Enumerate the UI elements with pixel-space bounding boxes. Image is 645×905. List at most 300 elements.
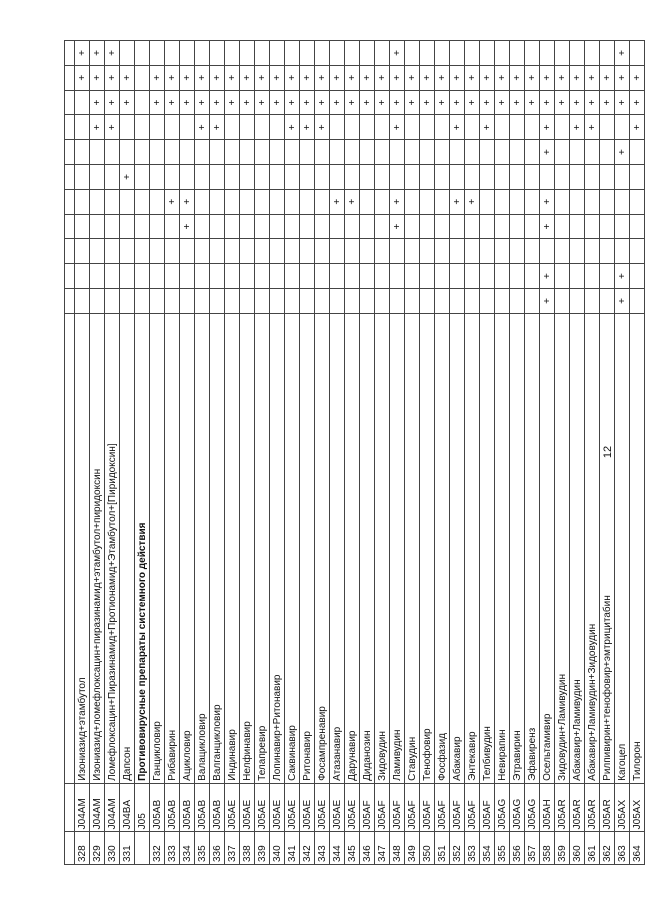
mark-cell	[135, 189, 150, 214]
mark-cell	[360, 289, 375, 314]
mark-cell: +	[570, 115, 585, 140]
table-row	[525, 41, 540, 865]
mark-cell	[615, 214, 630, 239]
mark-cell	[165, 239, 180, 264]
row-number-cell: 331	[120, 832, 135, 865]
drug-name-cell: Атазанавир	[330, 313, 345, 783]
mark-cell	[225, 115, 240, 140]
mark-cell	[255, 140, 270, 165]
mark-cell	[225, 289, 240, 314]
mark-cell	[240, 239, 255, 264]
mark-cell	[360, 165, 375, 190]
mark-cell	[240, 189, 255, 214]
table-row	[420, 41, 435, 865]
mark-cell: +	[405, 65, 420, 90]
mark-cell	[120, 214, 135, 239]
mark-cell: +	[120, 165, 135, 190]
mark-cell	[195, 289, 210, 314]
mark-cell	[375, 115, 390, 140]
mark-cell	[510, 41, 525, 66]
mark-cell	[510, 214, 525, 239]
drug-name-cell: Ритонавир	[300, 313, 315, 783]
mark-cell	[285, 189, 300, 214]
mark-cell	[600, 165, 615, 190]
mark-cell	[105, 239, 120, 264]
atc-code-cell: J05AF	[435, 783, 450, 831]
mark-cell	[285, 264, 300, 289]
drug-name-cell: Фосфазид	[435, 313, 450, 783]
table-row	[150, 41, 165, 865]
table-row	[570, 41, 585, 865]
mark-cell: +	[330, 90, 345, 115]
mark-cell	[570, 140, 585, 165]
mark-cell	[240, 140, 255, 165]
row-number-cell: 328	[75, 832, 90, 865]
mark-cell	[525, 214, 540, 239]
mark-cell	[75, 264, 90, 289]
mark-cell	[495, 289, 510, 314]
mark-cell: +	[585, 90, 600, 115]
atc-code-cell: J05AB	[195, 783, 210, 831]
header-cell	[65, 214, 75, 239]
mark-cell	[90, 289, 105, 314]
drug-name-cell: Этравирин	[510, 313, 525, 783]
mark-cell	[405, 41, 420, 66]
mark-cell	[600, 115, 615, 140]
atc-code-cell: J05AF	[465, 783, 480, 831]
row-number-cell: 338	[240, 832, 255, 865]
row-number-cell: 350	[420, 832, 435, 865]
row-number-cell: 346	[360, 832, 375, 865]
mark-cell	[180, 140, 195, 165]
mark-cell	[450, 214, 465, 239]
drug-name-cell: Осельтамивир	[540, 313, 555, 783]
atc-code-cell: J05AE	[225, 783, 240, 831]
mark-cell: +	[540, 189, 555, 214]
mark-cell	[135, 90, 150, 115]
mark-cell: +	[255, 65, 270, 90]
mark-cell: +	[390, 189, 405, 214]
mark-cell	[150, 239, 165, 264]
mark-cell	[375, 239, 390, 264]
mark-cell	[195, 189, 210, 214]
mark-cell: +	[540, 214, 555, 239]
table-row	[405, 41, 420, 865]
atc-code-cell: J05AR	[585, 783, 600, 831]
mark-cell: +	[540, 115, 555, 140]
mark-cell: +	[540, 289, 555, 314]
mark-cell: +	[285, 115, 300, 140]
atc-code-cell: J05AE	[345, 783, 360, 831]
mark-cell	[405, 115, 420, 140]
drug-name-cell: Дапсон	[120, 313, 135, 783]
mark-cell	[225, 189, 240, 214]
mark-cell	[435, 289, 450, 314]
mark-cell	[135, 41, 150, 66]
mark-cell	[450, 289, 465, 314]
atc-code-cell: J05AF	[450, 783, 465, 831]
header-cell	[65, 140, 75, 165]
drug-name-cell: Валганцикловир	[210, 313, 225, 783]
mark-cell: +	[480, 65, 495, 90]
mark-cell: +	[90, 115, 105, 140]
mark-cell: +	[465, 90, 480, 115]
mark-cell: +	[255, 90, 270, 115]
table-row	[105, 41, 120, 865]
mark-cell	[390, 264, 405, 289]
mark-cell	[120, 264, 135, 289]
mark-cell	[90, 165, 105, 190]
atc-code-cell: J05AB	[150, 783, 165, 831]
mark-cell	[630, 41, 645, 66]
mark-cell	[405, 264, 420, 289]
mark-cell	[210, 41, 225, 66]
table-row	[180, 41, 195, 865]
mark-cell: +	[300, 65, 315, 90]
mark-cell	[285, 41, 300, 66]
mark-cell: +	[165, 90, 180, 115]
mark-cell	[480, 214, 495, 239]
mark-cell: +	[450, 65, 465, 90]
mark-cell	[465, 41, 480, 66]
mark-cell	[600, 189, 615, 214]
row-number-cell: 359	[555, 832, 570, 865]
mark-cell: +	[495, 90, 510, 115]
drug-table	[64, 40, 645, 865]
mark-cell	[570, 41, 585, 66]
mark-cell	[150, 189, 165, 214]
mark-cell	[75, 90, 90, 115]
mark-cell: +	[570, 90, 585, 115]
mark-cell	[390, 165, 405, 190]
mark-cell: +	[105, 115, 120, 140]
drug-name-cell: Зидовудин	[375, 313, 390, 783]
mark-cell	[345, 214, 360, 239]
mark-cell	[345, 289, 360, 314]
mark-cell: +	[300, 90, 315, 115]
mark-cell	[345, 41, 360, 66]
mark-cell	[345, 115, 360, 140]
mark-cell	[465, 140, 480, 165]
mark-cell: +	[615, 65, 630, 90]
table-row	[300, 41, 315, 865]
mark-cell	[255, 41, 270, 66]
table-row	[75, 41, 90, 865]
mark-cell: +	[285, 90, 300, 115]
atc-code-cell: J05AX	[615, 783, 630, 831]
mark-cell	[600, 214, 615, 239]
mark-cell	[615, 189, 630, 214]
mark-cell	[315, 140, 330, 165]
row-number-cell: 363	[615, 832, 630, 865]
mark-cell: +	[195, 90, 210, 115]
mark-cell	[270, 289, 285, 314]
table-row	[345, 41, 360, 865]
mark-cell	[315, 239, 330, 264]
mark-cell	[375, 165, 390, 190]
mark-cell	[285, 239, 300, 264]
mark-cell	[525, 115, 540, 140]
mark-cell: +	[345, 65, 360, 90]
header-cell	[65, 783, 75, 831]
mark-cell	[165, 140, 180, 165]
mark-cell	[225, 264, 240, 289]
mark-cell: +	[585, 115, 600, 140]
mark-cell	[105, 140, 120, 165]
mark-cell: +	[90, 41, 105, 66]
mark-cell	[555, 264, 570, 289]
mark-cell	[210, 239, 225, 264]
mark-cell	[105, 165, 120, 190]
table-row	[195, 41, 210, 865]
mark-cell	[360, 239, 375, 264]
mark-cell: +	[525, 90, 540, 115]
row-number-cell: 330	[105, 832, 120, 865]
mark-cell	[495, 115, 510, 140]
mark-cell: +	[420, 90, 435, 115]
atc-code-cell: J05AB	[180, 783, 195, 831]
row-number-cell: 360	[570, 832, 585, 865]
table-row	[540, 41, 555, 865]
mark-cell	[195, 165, 210, 190]
mark-cell: +	[225, 90, 240, 115]
mark-cell	[105, 264, 120, 289]
drug-name-cell: Телапревир	[255, 313, 270, 783]
table-row	[315, 41, 330, 865]
mark-cell	[240, 41, 255, 66]
mark-cell	[390, 289, 405, 314]
mark-cell	[240, 115, 255, 140]
header-cell	[65, 832, 75, 865]
mark-cell	[210, 140, 225, 165]
drug-name-cell: Индинавир	[225, 313, 240, 783]
mark-cell	[315, 165, 330, 190]
header-cell	[65, 90, 75, 115]
mark-cell: +	[615, 264, 630, 289]
drug-name-cell: Эфавиренз	[525, 313, 540, 783]
mark-cell	[90, 239, 105, 264]
mark-cell	[450, 41, 465, 66]
mark-cell	[420, 239, 435, 264]
mark-cell	[600, 264, 615, 289]
mark-cell: +	[540, 90, 555, 115]
mark-cell: +	[435, 90, 450, 115]
drug-name-cell: Изониазид+ломефлоксацин+пиразинамид+этамбутол+пиридоксин	[90, 313, 105, 783]
atc-code-cell: J05AE	[315, 783, 330, 831]
mark-cell	[525, 140, 540, 165]
mark-cell	[585, 165, 600, 190]
atc-code-cell: J05AE	[330, 783, 345, 831]
mark-cell	[330, 239, 345, 264]
table-row	[510, 41, 525, 865]
mark-cell	[600, 239, 615, 264]
drug-name-cell: Диданозин	[360, 313, 375, 783]
row-number-cell: 343	[315, 832, 330, 865]
mark-cell: +	[330, 189, 345, 214]
mark-cell	[195, 41, 210, 66]
mark-cell: +	[375, 65, 390, 90]
mark-cell	[525, 289, 540, 314]
mark-cell	[270, 189, 285, 214]
table-row	[375, 41, 390, 865]
drug-name-cell: Энтекавир	[465, 313, 480, 783]
mark-cell	[330, 41, 345, 66]
mark-cell	[255, 289, 270, 314]
row-number-cell: 351	[435, 832, 450, 865]
mark-cell: +	[150, 90, 165, 115]
mark-cell	[600, 289, 615, 314]
mark-cell	[75, 239, 90, 264]
mark-cell: +	[525, 65, 540, 90]
mark-cell	[120, 140, 135, 165]
mark-cell	[450, 165, 465, 190]
atc-code-cell: J05AF	[405, 783, 420, 831]
mark-cell	[480, 189, 495, 214]
mark-cell	[435, 189, 450, 214]
mark-cell: +	[450, 90, 465, 115]
mark-cell: +	[435, 65, 450, 90]
atc-code-cell: J04BA	[120, 783, 135, 831]
mark-cell	[345, 239, 360, 264]
mark-cell	[375, 140, 390, 165]
mark-cell: +	[120, 65, 135, 90]
mark-cell: +	[210, 65, 225, 90]
mark-cell	[525, 41, 540, 66]
mark-cell	[510, 115, 525, 140]
mark-cell	[600, 140, 615, 165]
mark-cell	[405, 289, 420, 314]
mark-cell	[495, 41, 510, 66]
mark-cell	[360, 140, 375, 165]
mark-cell	[600, 41, 615, 66]
table-row	[225, 41, 240, 865]
mark-cell	[495, 140, 510, 165]
mark-cell	[75, 165, 90, 190]
drug-name-cell: Телбивудин	[480, 313, 495, 783]
row-number-cell: 329	[90, 832, 105, 865]
mark-cell	[330, 264, 345, 289]
mark-cell	[435, 140, 450, 165]
row-number-cell: 349	[405, 832, 420, 865]
mark-cell	[225, 214, 240, 239]
mark-cell	[510, 165, 525, 190]
mark-cell	[540, 165, 555, 190]
mark-cell	[480, 41, 495, 66]
header-cell	[65, 115, 75, 140]
mark-cell	[300, 264, 315, 289]
row-number-cell: 342	[300, 832, 315, 865]
mark-cell	[300, 239, 315, 264]
atc-code-cell: J05AG	[525, 783, 540, 831]
row-number-cell: 339	[255, 832, 270, 865]
mark-cell	[375, 289, 390, 314]
mark-cell	[585, 41, 600, 66]
table-row	[90, 41, 105, 865]
header-cell	[65, 65, 75, 90]
mark-cell: +	[180, 65, 195, 90]
mark-cell	[540, 41, 555, 66]
mark-cell	[135, 214, 150, 239]
mark-cell: +	[210, 90, 225, 115]
mark-cell: +	[465, 65, 480, 90]
mark-cell	[330, 140, 345, 165]
atc-code-cell: J05AX	[630, 783, 645, 831]
drug-name-cell: Абакавир+Ламивудин+Зидовудин	[585, 313, 600, 783]
table-row	[555, 41, 570, 865]
mark-cell	[405, 165, 420, 190]
mark-cell	[420, 189, 435, 214]
mark-cell	[255, 189, 270, 214]
mark-cell	[330, 289, 345, 314]
mark-cell: +	[630, 90, 645, 115]
drug-name-cell: Абакавир+Ламивудин	[570, 313, 585, 783]
atc-code-cell: J05AE	[300, 783, 315, 831]
row-number-cell: 356	[510, 832, 525, 865]
mark-cell	[630, 289, 645, 314]
mark-cell	[480, 165, 495, 190]
table-row	[435, 41, 450, 865]
mark-cell: +	[375, 90, 390, 115]
mark-cell	[375, 189, 390, 214]
drug-name-cell: Рибавирин	[165, 313, 180, 783]
mark-cell	[180, 41, 195, 66]
mark-cell	[465, 264, 480, 289]
mark-cell	[195, 239, 210, 264]
row-number-cell: 341	[285, 832, 300, 865]
row-number-cell: 358	[540, 832, 555, 865]
mark-cell	[345, 165, 360, 190]
mark-cell	[510, 264, 525, 289]
mark-cell	[570, 239, 585, 264]
atc-code-cell: J05AR	[555, 783, 570, 831]
mark-cell: +	[615, 90, 630, 115]
mark-cell	[150, 289, 165, 314]
mark-cell: +	[585, 65, 600, 90]
mark-cell	[420, 214, 435, 239]
drug-name-cell: Ламивудин	[390, 313, 405, 783]
mark-cell	[615, 239, 630, 264]
mark-cell	[135, 239, 150, 264]
table-row	[360, 41, 375, 865]
drug-name-cell: Рилпивирин+тенофовир+эмтрицитабин	[600, 313, 615, 783]
mark-cell	[375, 264, 390, 289]
table-row	[285, 41, 300, 865]
mark-cell: +	[390, 214, 405, 239]
mark-cell	[450, 140, 465, 165]
row-number-cell: 362	[600, 832, 615, 865]
mark-cell	[195, 264, 210, 289]
mark-cell	[120, 239, 135, 264]
drug-name-cell: Тилорон	[630, 313, 645, 783]
drug-table-body	[65, 41, 645, 865]
mark-cell	[300, 189, 315, 214]
mark-cell	[270, 165, 285, 190]
mark-cell	[585, 239, 600, 264]
mark-cell	[630, 140, 645, 165]
drug-name-cell: Саквинавир	[285, 313, 300, 783]
mark-cell	[420, 140, 435, 165]
mark-cell	[300, 214, 315, 239]
mark-cell: +	[210, 115, 225, 140]
mark-cell	[225, 140, 240, 165]
drug-name-cell: Изониазид+этамбутол	[75, 313, 90, 783]
mark-cell	[495, 189, 510, 214]
mark-cell: +	[180, 214, 195, 239]
mark-cell	[315, 189, 330, 214]
mark-cell: +	[630, 65, 645, 90]
mark-cell: +	[450, 189, 465, 214]
mark-cell	[360, 115, 375, 140]
